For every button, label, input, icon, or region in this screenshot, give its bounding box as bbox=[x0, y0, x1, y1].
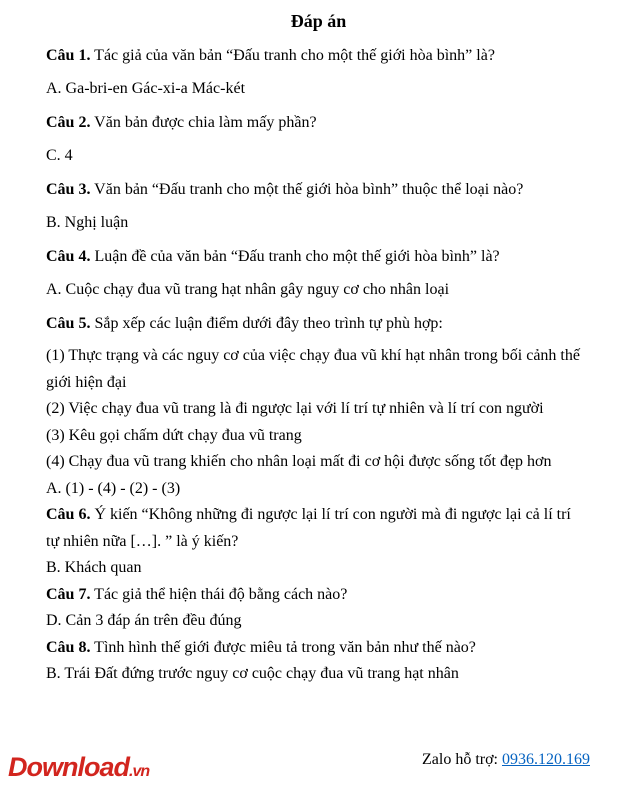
question-line: Câu 8. Tình hình thế giới được miêu tả trong văn bản như thế nào? bbox=[46, 638, 476, 656]
question-line: Câu 3. Văn bản “Đấu tranh cho một thế giới hòa bình” thuộc thể loại nào? bbox=[46, 180, 524, 198]
answer-line: (3) Kêu gọi chấm dứt chạy đua vũ trang bbox=[46, 426, 302, 444]
answer-line: D. Cản 3 đáp án trên đều đúng bbox=[46, 612, 242, 629]
answer-line: giới hiện đại bbox=[46, 373, 127, 391]
question-label: Câu 5. bbox=[46, 314, 91, 332]
logo-text: Download bbox=[8, 752, 129, 782]
question-line: Câu 5. Sắp xếp các luận điểm dưới đây theo trình tự phù hợp: bbox=[46, 314, 443, 332]
question-line: Câu 4. Luận đề của văn bản “Đấu tranh cho một thế giới hòa bình” là? bbox=[46, 247, 500, 265]
question-label: Câu 3. bbox=[46, 180, 91, 198]
zalo-support-text bbox=[422, 752, 590, 768]
question-label: Câu 4. bbox=[46, 247, 91, 265]
question-label: Câu 8. bbox=[46, 638, 91, 656]
answer-line: B. Khách quan bbox=[46, 559, 142, 576]
answer-line: A. Cuộc chạy đua vũ trang hạt nhân gây nguy cơ cho nhân loại bbox=[46, 281, 450, 298]
logo-suffix-text: .vn bbox=[129, 763, 150, 780]
question-label: Câu 1. bbox=[46, 46, 91, 64]
page-title: Đáp án bbox=[290, 11, 347, 31]
zalo-support-label: Zalo hỗ trợ: bbox=[422, 751, 502, 768]
question-label: Câu 2. bbox=[46, 113, 91, 131]
question-line: Câu 2. Văn bản được chia làm mấy phần? bbox=[46, 113, 317, 131]
answer-line: (2) Việc chạy đua vũ trang là đi ngược lại với lí trí tự nhiên và lí trí con người bbox=[46, 400, 544, 417]
zalo-phone-link[interactable]: 0936.120.169 bbox=[502, 751, 590, 768]
answer-line: A. (1) - (4) - (2) - (3) bbox=[46, 479, 181, 497]
answer-line: (1) Thực trạng và các nguy cơ của việc chạy đua vũ khí hạt nhân trong bối cảnh thế bbox=[46, 347, 580, 364]
answer-line: B. Trái Đất đứng trước nguy cơ cuộc chạy đua vũ trang hạt nhân bbox=[46, 665, 459, 682]
answer-line: tự nhiên nữa […]. ” là ý kiến? bbox=[46, 532, 239, 550]
answer-line: (4) Chạy đua vũ trang khiến cho nhân loại mất đi cơ hội được sống tốt đẹp hơn bbox=[46, 453, 552, 470]
question-label: Câu 6. bbox=[46, 506, 91, 523]
question-label: Câu 7. bbox=[46, 585, 91, 603]
answers-list bbox=[46, 42, 591, 688]
question-line: Câu 1. Tác giả của văn bản “Đấu tranh cho một thế giới hòa bình” là? bbox=[46, 46, 495, 64]
downloadvn-logo[interactable] bbox=[8, 754, 149, 781]
answer-line: B. Nghị luận bbox=[46, 214, 129, 231]
answer-line: C. 4 bbox=[46, 147, 73, 164]
question-line: Câu 6. Ý kiến “Không những đi ngược lại lí trí con người mà đi ngược lại cả lí trí bbox=[46, 506, 571, 523]
question-line: Câu 7. Tác giả thể hiện thái độ bằng cách nào? bbox=[46, 585, 348, 603]
answer-line: A. Ga-bri-en Gác-xi-a Mác-két bbox=[46, 80, 246, 97]
